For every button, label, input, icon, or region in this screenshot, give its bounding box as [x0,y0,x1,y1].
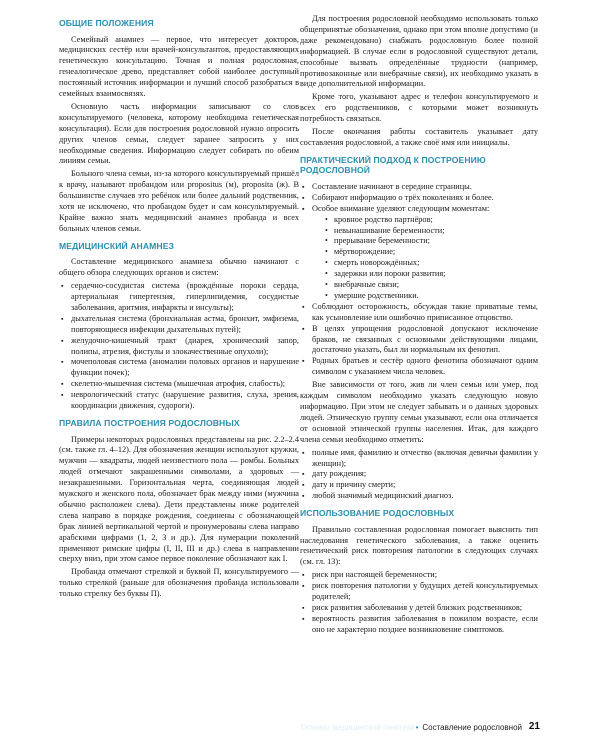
list-item: ▪ Составление начинают в середине страницы. [312,182,538,193]
paragraph: Больного члена семьи, из-за которого консультируемый пришёл к врачу, называют пробандом или propositus (м), proposita (ж). В большинстве случаев это ребёнок или более дальний родственник, хотя не исключено, что пробандом будет и сам консультируемый. Крайне важно знать медицинский анамнез пробанда и всех больных членов семьи. [59,169,299,233]
paragraph: После окончания работы составитель указывает дату составления родословной, а также своё имя или инициалы. [300,127,538,147]
systems-list [59,281,299,412]
page-footer [0,721,600,735]
paragraph: Правильно составленная родословная помогает выяснить тип наследования генетического заболевания, а также оценить генетический риск повторения патологии в следующих случаях (см. гл. 13): [300,524,538,567]
member-info-list [300,448,538,503]
chapter-title [416,723,522,732]
list-item: ▪ риск развития заболевания у детей близких родственников; [312,603,538,614]
paragraph: Пробанда отмечают стрелкой и буквой П, консультируемого — только стрелкой (раньше для обозначения пробанда использовали только стрелку без буквы П). [59,567,299,599]
right-column [300,14,538,638]
paragraph: Основную часть информации записывают со слов консультируемого (человека, которому необходима генетическая консультация). Если для построения родословной нужно опросить других членов семьи, следует заранее запросить у них необходимые сведения. Информацию следует собирать по обеим линиям семьи. [59,101,299,166]
sublist-item: • прерывание беременности; [334,236,538,247]
list-item: ▪ риск при настоящей беременности; [312,570,538,581]
list-item: ▪ дату и причину смерти; [312,480,538,491]
list-item-text: Особое внимание уделяют следующим моментам: [312,203,490,213]
list-item: ▪ мочеполовая система (аномалии половых органов и нарушение функции почек); [71,357,299,379]
paragraph: Примеры некоторых родословных представлены на рис. 2.2–2.4 (см. также гл. 4–12). Для обозначения женщин используют кружки, мужчин — квадраты, людей неизвестного пола — ромбы. Больных людей отмечают закрашенными символами, а здоровых — незакрашенными. Горизонтальная черта, соединяющая людей мужского и женского пола, обозначает брак между ними (мужчина обычно расположен слева). Дети представлены ниже родителей слева направо в порядке рождения, соединены с обозначающей брак линией вертикальной чертой и пронумерованы слева направо арабскими цифрами (1, 2, 3 и др.). Для нумерации поколений применяют римские цифры (I, II, III и др.) слева в направлении сверху вниз, при этом самое первое поколение обозначают как I. [59,434,299,564]
sublist-item: • смерть новорождённых; [334,258,538,269]
list-item: ▪ дату рождения; [312,469,538,480]
sublist-item: • невынашивание беременности; [334,226,538,237]
sublist-item: • внебрачные связи; [334,280,538,291]
section-heading-general: ОБЩИЕ ПОЛОЖЕНИЯ [59,18,154,28]
paragraph: Составление медицинского анамнеза обычно начинают с общего обзора следующих органов и систем: [59,257,299,278]
list-item: ▪ дыхательная система (бронхиальная астма, бронхит, эмфизема, повторяющиеся инфекции дыхательных путей); [71,314,299,336]
list-item: ▪ полные имя, фамилию и отчество (включая девичьи фамилии у женщин); [312,448,538,470]
list-item: ▪ Соблюдают осторожность, обсуждая такие приватные темы, как усыновление или ошибочно приписанное отцовство. [312,302,538,324]
list-item [312,204,538,302]
paragraph: Кроме того, указывают адрес и телефон консультируемого и всех его родственников, с которыми может возникнуть потребность связаться. [300,92,538,124]
section-heading-medical-history: МЕДИЦИНСКИЙ АНАМНЕЗ [59,240,175,251]
list-item: ▪ желудочно-кишечный тракт (диарея, хронический запор, полипы, атрезия, фистулы и злокачественные опухоли); [71,336,299,358]
list-item: ▪ В целях упрощения родословной допускают исключение браков, не связанных с основными действующими лицами, достаточно указать, был ли нормальным их фенотип. [312,324,538,357]
sublist-item: • кровное родство партнёров; [334,215,538,226]
list-item: ▪ скелетно-мышечная система (мышечная атрофия, слабость); [71,379,299,390]
left-column [59,14,299,602]
section-heading-pedigree-rules: ПРАВИЛА ПОСТРОЕНИЯ РОДОСЛОВНЫХ [59,418,240,428]
page-number: 21 [528,721,540,732]
bullet-icon: • [415,723,419,732]
section-heading-practical-approach: ПРАКТИЧЕСКИЙ ПОДХОД К ПОСТРОЕНИЮ РОДОСЛОВНОЙ [300,154,486,176]
list-item: ▪ сердечно-сосудистая система (врождённые пороки сердца, артериальная гипертензия, гиперлипидемия, сосудистые заболевания, аритмия, инфаркты и инсульты); [71,281,299,314]
section-heading-pedigree-use: ИСПОЛЬЗОВАНИЕ РОДОСЛОВНЫХ [300,508,455,519]
sublist-item: • задержки или пороки развития; [334,269,538,280]
running-head-faint: Основы медицинской генетики [300,723,415,732]
practical-list [300,182,538,378]
chapter-title-text: Составление родословной [422,723,522,732]
paragraph: Семейный анамнез — первое, что интересует докторов, медицинских сестёр или врачей-консультантов, предоставляющих генетическую консультацию. Точная и полная родословная, генеалогическое древо, представляет собой наиболее доступный постоянный источник информации и лучший способ разобраться в семейных взаимосвязях. [59,34,299,99]
list-item: ▪ риск повторения патологии у будущих детей консультируемых родителей; [312,581,538,603]
list-item: ▪ Родных братьев и сестёр одного фенотипа обозначают одним символом с указанием числа человек. [312,356,538,378]
paragraph: Для построения родословной необходимо использовать только общепринятые обозначения, однако при этом вполне допустимо (и даже рекомендовано) снабжать родословную более полной информацией. В случае если в родословной существуют детали, способные вызвать определённые трудности (например, противозаконные или внебрачные связи), их необходимо указать в виде дополнительной информации. [300,14,538,89]
sublist-item: • мёртворождение; [334,247,538,258]
list-item: ▪ Собирают информацию о трёх поколениях и более. [312,193,538,204]
risk-list [300,570,538,635]
attention-sublist [312,215,538,302]
list-item: ▪ любой значимый медицинский диагноз. [312,491,538,502]
paragraph: Вне зависимости от того, жив ли член семьи или умер, под каждым символом необходимо указать следующую новую информацию. При этом не следует забывать и о данных здоровых людей. Этническую группу семьи указывают, если она отличается от основной этнической группы населения. Итак, для каждого члена семьи необходимо отметить: [300,380,538,444]
sublist-item: • умершие родственники. [334,291,538,302]
list-item: ▪ вероятность развития заболевания в пожилом возрасте, если оно не характерно позднее возникновение симптомов. [312,614,538,636]
list-item: ▪ неврологический статус (нарушение развития, слуха, зрения, координации движения, судороги). [71,390,299,412]
